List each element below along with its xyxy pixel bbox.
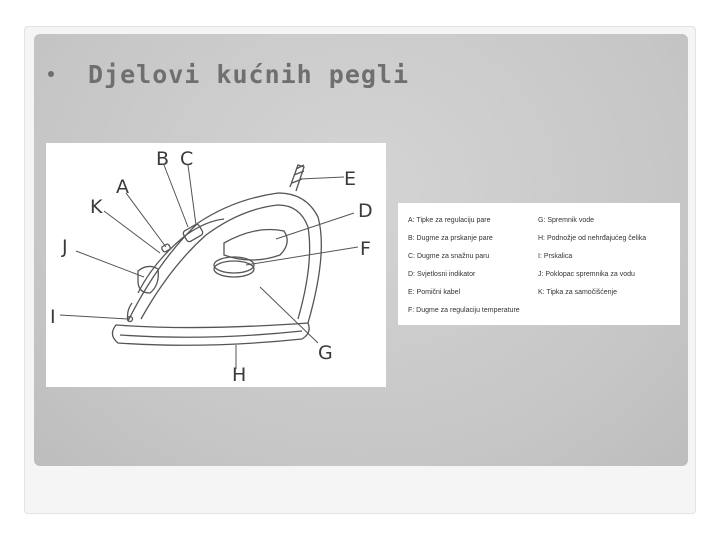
slide-title: Djelovi kućnih pegli [88,59,410,89]
label-H: H [232,364,247,386]
label-K: K [90,196,103,218]
legend-item: F: Dugme za regulaciju temperature [408,307,520,314]
title-row [44,54,409,94]
label-E: E [344,168,357,190]
legend-item: C: Dugme za snažnu paru [408,253,490,260]
legend-item: H: Podnožje od nehrđajućeg čelika [538,235,647,242]
label-J: J [62,236,68,258]
legend-item: K: Tipka za samočišćenje [538,289,617,296]
label-D: D [358,200,373,222]
legend-grid [408,212,680,320]
label-F: F [360,238,371,260]
legend-item: I: Prskalica [538,253,573,260]
legend-item: E: Pomični kabel [408,289,461,296]
bullet-icon [48,71,54,77]
leader-lines [60,165,358,369]
legend-item: B: Dugme za prskanje pare [408,235,493,242]
legend-item: J: Poklopac spremnika za vodu [538,271,635,278]
label-A: A [116,176,129,198]
label-I: I [50,306,56,328]
legend-box [398,203,680,325]
legend-item: D: Svjetlosni indikator [408,271,476,278]
legend-item: G: Spremnik vode [538,217,595,224]
label-C: C [180,148,194,170]
label-G: G [318,342,333,364]
iron-diagram [46,143,386,387]
legend-item: A: Tipke za regulaciju pare [408,217,491,224]
iron-diagram-svg [46,143,386,387]
label-B: B [156,148,170,170]
iron-outline [112,165,321,345]
